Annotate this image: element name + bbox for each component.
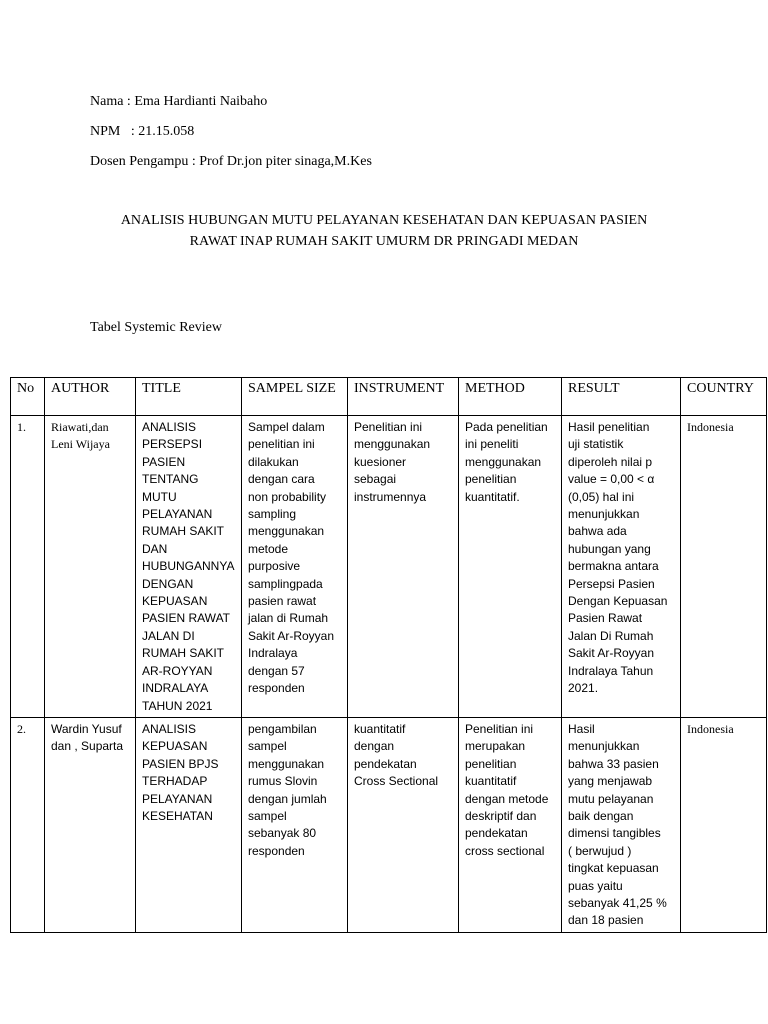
column-header-instrument: INSTRUMENT	[348, 378, 459, 416]
document-title-line-1: ANALISIS HUBUNGAN MUTU PELAYANAN KESEHATAN DAN KEPUASAN PASIEN	[120, 213, 648, 228]
cell-title: ANALISIS KEPUASAN PASIEN BPJS TERHADAP PELAYANAN KESEHATAN	[136, 717, 242, 932]
column-header-author: AUTHOR	[45, 378, 136, 416]
document-title-line-2: RAWAT INAP RUMAH SAKIT UMURM DR PRINGADI MEDAN	[189, 234, 579, 249]
table-caption: Tabel Systemic Review	[90, 320, 222, 335]
cell-result: Hasil penelitian uji statistik diperoleh nilai p value = 0,00 < α (0,05) hal ini menunjukkan bahwa ada hubungan yang bermakna antara Persepsi Pasien Dengan Kepuasan Pasien Rawat Jalan Di Rumah Sakit Ar-Royyan Indralaya Tahun 2021.	[562, 416, 681, 718]
cell-instrument: kuantitatif dengan pendekatan Cross Sectional	[348, 717, 459, 932]
cell-method: Penelitian ini merupakan penelitian kuantitatif dengan metode deskriptif dan pendekatan cross sectional	[459, 717, 562, 932]
cell-method: Pada penelitian ini peneliti menggunakan penelitian kuantitatif.	[459, 416, 562, 718]
cell-country: Indonesia	[681, 717, 767, 932]
lecturer-name: Dosen Pengampu : Prof Dr.jon piter sinaga,M.Kes	[90, 154, 372, 169]
systematic-review-table	[10, 377, 767, 933]
cell-result: Hasil menunjukkan bahwa 33 pasien yang menjawab mutu pelayanan baik dengan dimensi tangibles ( berwujud ) tingkat kepuasan puas yaitu sebanyak 41,25 % dan 18 pasien	[562, 717, 681, 932]
cell-sample-size: pengambilan sampel menggunakan rumus Slovin dengan jumlah sampel sebanyak 80 responden	[242, 717, 348, 932]
column-header-no: No	[11, 378, 45, 416]
column-header-result: RESULT	[562, 378, 681, 416]
cell-no: 2.	[11, 717, 45, 932]
cell-title: ANALISIS PERSEPSI PASIEN TENTANG MUTU PELAYANAN RUMAH SAKIT DAN HUBUNGANNYA DENGAN KEPUASAN PASIEN RAWAT JALAN DI RUMAH SAKIT AR-ROYYAN INDRALAYA TAHUN 2021	[136, 416, 242, 718]
cell-author: Wardin Yusuf dan , Suparta	[45, 717, 136, 932]
student-name: Nama : Ema Hardianti Naibaho	[90, 94, 268, 109]
cell-author: Riawati,dan Leni Wijaya	[45, 416, 136, 718]
column-header-title: TITLE	[136, 378, 242, 416]
cell-sample-size: Sampel dalam penelitian ini dilakukan dengan cara non probability sampling menggunakan metode purposive samplingpada pasien rawat jalan di Rumah Sakit Ar-Royyan Indralaya dengan 57 responden	[242, 416, 348, 718]
column-header-sample-size: SAMPEL SIZE	[242, 378, 348, 416]
cell-no: 1.	[11, 416, 45, 718]
column-header-country: COUNTRY	[681, 378, 767, 416]
table-row	[11, 717, 767, 932]
table-header-row	[11, 378, 767, 416]
cell-instrument: Penelitian ini menggunakan kuesioner sebagai instrumennya	[348, 416, 459, 718]
cell-country: Indonesia	[681, 416, 767, 718]
column-header-method: METHOD	[459, 378, 562, 416]
student-npm: NPM : 21.15.058	[90, 124, 195, 139]
table-row	[11, 416, 767, 718]
document-title	[40, 210, 728, 252]
